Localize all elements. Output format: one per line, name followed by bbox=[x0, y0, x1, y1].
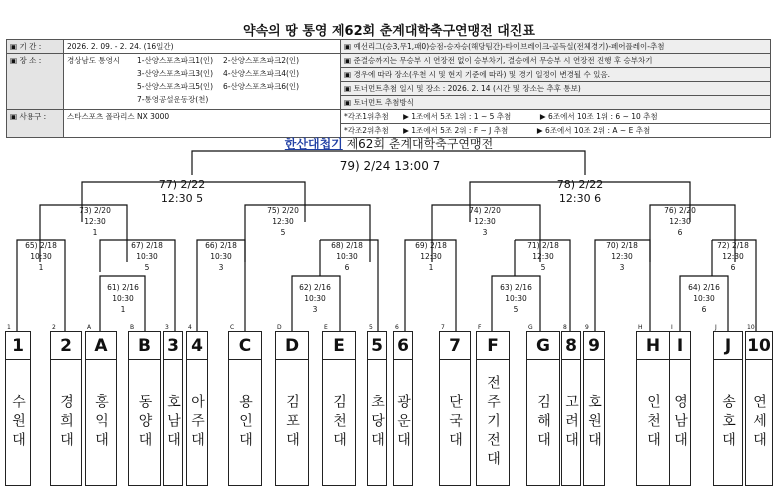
team-name: 연세대 bbox=[751, 394, 767, 451]
venue-1: 1-산양스포츠파크1(인) bbox=[137, 56, 214, 65]
team-seed: 3 bbox=[164, 332, 182, 360]
team-seed-label: 5 bbox=[369, 324, 373, 331]
match-sf1: 77) 2/22 12:30 5 bbox=[158, 178, 206, 205]
team-seed: D bbox=[276, 332, 308, 360]
match-66: 66) 2/18 10:30 3 bbox=[205, 241, 237, 272]
team-seed-label: F bbox=[478, 324, 482, 331]
team-seed: 2 bbox=[51, 332, 81, 360]
team-box bbox=[526, 331, 560, 486]
rule-3: ▣ 경우에 따라 장소(우천 시 및 현지 기준에 따라) 및 경기 일정이 변경될 수 있음. bbox=[341, 68, 771, 82]
venue-6: 6-산양스포츠파크6(인) bbox=[223, 82, 300, 91]
team-seed: 6 bbox=[394, 332, 412, 360]
team-box bbox=[322, 331, 356, 486]
team-seed-label: C bbox=[230, 324, 235, 331]
venue-2: 2-산양스포츠파크2(인) bbox=[223, 56, 300, 65]
team-name: 호남대 bbox=[165, 394, 181, 451]
team-seed: 7 bbox=[440, 332, 470, 360]
team-name: 인천대 bbox=[645, 394, 661, 451]
draw-first: *각조1위추첨 ▶ 1조에서 5조 1위 : 1 ~ 5 추첨 ▶ 6조에서 10조 1위 : 6 ~ 10 추첨 bbox=[341, 110, 771, 124]
team-seed-label: A bbox=[87, 324, 92, 331]
team-box bbox=[85, 331, 117, 486]
team-seed: 1 bbox=[6, 332, 30, 360]
team-box bbox=[713, 331, 743, 486]
team-name: 영남대 bbox=[672, 394, 688, 451]
bracket-subtitle: 한산대첩기 제62회 춘계대학축구연맹전 bbox=[284, 137, 494, 151]
match-69: 69) 2/18 12:30 1 bbox=[415, 241, 447, 272]
team-box bbox=[636, 331, 670, 486]
team-seed: 9 bbox=[584, 332, 604, 360]
team-seed: B bbox=[129, 332, 160, 360]
team-seed: C bbox=[229, 332, 261, 360]
match-74: 74) 2/20 12:30 3 bbox=[469, 206, 501, 237]
period-label: ▣ 기 간 : bbox=[7, 40, 64, 54]
match-70: 70) 2/18 12:30 3 bbox=[606, 241, 638, 272]
match-67: 67) 2/18 10:30 5 bbox=[131, 241, 163, 272]
team-seed-label: 8 bbox=[563, 324, 567, 331]
venue-3: 3-산양스포츠파크3(인) bbox=[137, 69, 214, 78]
team-box bbox=[745, 331, 773, 486]
rule-5: ▣ 토너먼트 추첨방식 bbox=[341, 96, 771, 110]
team-seed-label: 7 bbox=[441, 324, 445, 331]
team-seed-label: 9 bbox=[585, 324, 589, 331]
team-box bbox=[561, 331, 581, 486]
team-box bbox=[228, 331, 262, 486]
team-seed-label: G bbox=[528, 324, 533, 331]
venue-label: ▣ 장 소 : bbox=[7, 54, 64, 110]
team-seed-label: D bbox=[277, 324, 282, 331]
team-seed: 8 bbox=[562, 332, 580, 360]
venue-value: 경상남도 통영시 1-산양스포츠파크1(인) 2-산양스포츠파크2(인) 3-산양스포츠파크3(인) 4-산양스포츠파크4(인) 5-산양스포츠파크5(인) 6-산양스포츠파크6(인) 7-통영공설운동장(천) bbox=[64, 54, 341, 110]
team-seed: G bbox=[527, 332, 559, 360]
rule-1: ▣ 예선리그(승3,무1,패0)승점-승자승(해당팀간)-타이브레이크-골득실(전체경기)-페어플레이-추첨 bbox=[341, 40, 771, 54]
team-box bbox=[476, 331, 510, 486]
team-name: 동양대 bbox=[136, 394, 153, 451]
ball-label: ▣ 사용구 : bbox=[7, 110, 64, 138]
match-62: 62) 2/16 10:30 3 bbox=[299, 283, 331, 314]
match-76: 76) 2/20 12:30 6 bbox=[664, 206, 696, 237]
host-cup-name: 한산대첩기 bbox=[284, 137, 343, 151]
team-name: 송호대 bbox=[720, 394, 736, 451]
team-box bbox=[583, 331, 605, 486]
team-seed-label: 3 bbox=[165, 324, 169, 331]
team-seed-label: I bbox=[671, 324, 673, 331]
team-box bbox=[275, 331, 309, 486]
team-seed-label: 4 bbox=[188, 324, 192, 331]
team-seed-label: 2 bbox=[52, 324, 56, 331]
team-seed-label: J bbox=[715, 324, 717, 331]
team-name: 호원대 bbox=[586, 394, 602, 451]
match-65: 65) 2/18 10:30 1 bbox=[25, 241, 57, 272]
team-name: 김천대 bbox=[331, 394, 347, 451]
page-title: 약속의 땅 통영 제62회 춘계대학축구연맹전 대진표 bbox=[243, 24, 535, 39]
match-61: 61) 2/16 10:30 1 bbox=[107, 283, 139, 314]
team-seed-label: 1 bbox=[7, 324, 11, 331]
team-seed-label: H bbox=[638, 324, 643, 331]
team-box bbox=[5, 331, 31, 486]
team-box bbox=[186, 331, 208, 486]
team-box bbox=[439, 331, 471, 486]
team-name: 초당대 bbox=[369, 394, 385, 451]
team-seed: A bbox=[86, 332, 116, 360]
team-name: 용인대 bbox=[237, 394, 253, 451]
team-box bbox=[669, 331, 691, 486]
team-name: 광운대 bbox=[395, 394, 411, 451]
venue-5: 5-산양스포츠파크5(인) bbox=[137, 82, 214, 91]
team-seed-label: E bbox=[324, 324, 328, 331]
match-64: 64) 2/16 10:30 6 bbox=[688, 283, 720, 314]
match-final: 79) 2/24 13:00 7 bbox=[339, 159, 441, 173]
team-seed: 10 bbox=[746, 332, 772, 360]
team-seed-label: 10 bbox=[747, 324, 755, 331]
team-name: 김포대 bbox=[284, 394, 300, 451]
team-seed-label: 6 bbox=[395, 324, 399, 331]
match-68: 68) 2/18 10:30 6 bbox=[331, 241, 363, 272]
team-seed: 5 bbox=[368, 332, 386, 360]
rule-2: ▣ 준결승까지는 무승부 시 연장전 없이 승부차기, 결승에서 무승부 시 연장전 진행 후 승부차기 bbox=[341, 54, 771, 68]
venue-7: 7-통영공설운동장(천) bbox=[137, 95, 209, 104]
match-sf2: 78) 2/22 12:30 6 bbox=[556, 178, 604, 205]
draw-second: *각조2위추첨 ▶ 1조에서 5조 2위 : F ~ J 추첨 ▶ 6조에서 10조 2위 : A ~ E 추첨 bbox=[341, 124, 771, 138]
team-box bbox=[367, 331, 387, 486]
team-box bbox=[393, 331, 413, 486]
match-72: 72) 2/18 12:30 6 bbox=[717, 241, 749, 272]
match-63: 63) 2/16 10:30 5 bbox=[500, 283, 532, 314]
team-seed: F bbox=[477, 332, 509, 360]
team-seed-label: B bbox=[130, 324, 135, 331]
team-box bbox=[128, 331, 161, 486]
team-seed: E bbox=[323, 332, 355, 360]
team-seed: I bbox=[670, 332, 690, 360]
team-name: 김해대 bbox=[535, 394, 551, 451]
team-name: 고려대 bbox=[563, 394, 579, 451]
period-value: 2026. 2. 09. - 2. 24. (16일간) bbox=[64, 40, 341, 54]
team-box bbox=[163, 331, 183, 486]
ball-value: 스타스포츠 폴라리스 NX 3000 bbox=[64, 110, 341, 138]
team-name: 수원대 bbox=[10, 394, 26, 451]
match-73: 73) 2/20 12:30 1 bbox=[79, 206, 111, 237]
team-seed: H bbox=[637, 332, 669, 360]
team-name: 전주기전대 bbox=[485, 375, 501, 470]
match-75: 75) 2/20 12:30 5 bbox=[267, 206, 299, 237]
team-name: 단국대 bbox=[447, 394, 463, 451]
team-box bbox=[50, 331, 82, 486]
rule-4: ▣ 토너먼트추첨 일시 및 장소 : 2026. 2. 14 (시간 및 장소는 추후 통보) bbox=[341, 82, 771, 96]
team-seed: 4 bbox=[187, 332, 207, 360]
match-71: 71) 2/18 12:30 5 bbox=[527, 241, 559, 272]
venue-4: 4-산양스포츠파크4(인) bbox=[223, 69, 300, 78]
team-name: 경희대 bbox=[58, 394, 74, 451]
team-name: 아주대 bbox=[189, 394, 205, 451]
team-name: 홍익대 bbox=[93, 394, 109, 451]
team-seed: J bbox=[714, 332, 742, 360]
